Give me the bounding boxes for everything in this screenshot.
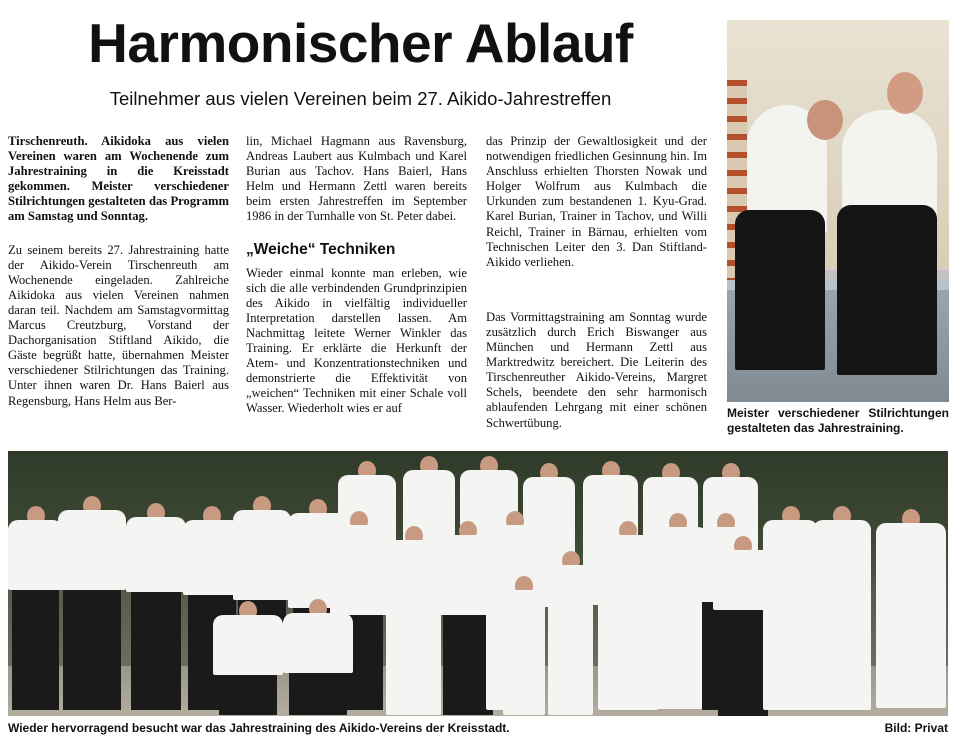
section-heading: „Weiche“ Techniken <box>246 240 396 258</box>
group-person <box>763 506 818 711</box>
group-person <box>58 496 126 711</box>
photo-group <box>8 451 948 716</box>
group-person-child <box>548 551 593 716</box>
group-person <box>813 506 871 711</box>
body-paragraph: Zu seinem bereits 27. Jahrestraining hatte der Aikido-Verein Tirschenreuth am Wochenende eingeladen. Zahlreiche Aikidoka aus vielen Vereinen nahmen daran teil. Nachdem am Samstagvormittag Marcus Creutzburg, Vorstand der Dachorganisation Stiftland Aikido, die Gäste begrüßt hatte, übernahmen Meister verschiedener Stilrichtungen das Training. Unter ihnen waren Dr. Hans Baierl aus Regensburg, Hans Helm aus Ber- <box>8 242 229 408</box>
headline: Harmonischer Ablauf <box>88 12 633 74</box>
group-person-kneeling <box>213 601 283 716</box>
subheadline: Teilnehmer aus vielen Vereinen beim 27. Aikido-Jahrestreffen <box>109 88 612 109</box>
body-paragraph: Das Vormittagstraining am Sonntag wurde zusätzlich durch Erich Biswanger aus München und Hermann Zettl aus Marktredwitz bereichert. Die Leiterin des Tirschenreuther Aikido-Vereins, Margret Schels, beendete den sehr harmonisch ablaufenden Lehrgang mit einer schönen Schwertübung. <box>486 309 707 430</box>
group-person <box>8 506 63 711</box>
group-person <box>876 509 946 709</box>
text-column-3 <box>486 134 707 431</box>
photo-caption-bottom-text: Wieder hervorragend besucht war das Jahrestraining des Aikido-Vereins der Kreisstadt. <box>8 721 510 735</box>
photo-figure-right-head <box>887 72 923 114</box>
lead-paragraph: Tirschenreuth. Aikidoka aus vielen Vereinen waren am Wochenende zum Jahrestraining in die Kreisstadt gekommen. Meister verschiedener Stilrichtungen gestalteten das Programm am Samstag und Sonntag. <box>8 134 229 224</box>
photo-figure-left-head <box>807 100 843 140</box>
group-person <box>126 503 186 711</box>
photo-caption-top: Meister verschiedener Stilrichtungen gestalteten das Jahrestraining. <box>727 406 949 435</box>
body-paragraph: lin, Michael Hagmann aus Ravensburg, Andreas Laubert aus Kulmbach und Karel Burian aus Tachov. Hans Baierl, Hans Helm und Hermann Zettl waren bereits beim ersten Jahrestreffen im September 1986 in der Turnhalle von St. Peter dabei. <box>246 134 467 224</box>
photo-figure-right-hakama <box>837 205 937 375</box>
photo-credit: Bild: Privat <box>884 721 948 735</box>
body-paragraph: Wieder einmal konnte man erleben, wie sich die alle verbindenden Grundprinzipien des Aikido in vielfältig individueller Interpretation darstellen lassen. Am Nachmittag leitete Werner Winkler das Training. Er erklärte die Herkunft der Atem- und Konzentrationstechniken und demonstrierte die Effektivität von „weichen“ Techniken mit einer Schale voll Wasser. Wiederholt wies er auf <box>246 265 467 416</box>
photo-aikido-masters <box>727 20 949 402</box>
photo-figure-left-hakama <box>735 210 825 370</box>
photo-caption-bottom <box>8 720 948 736</box>
text-column-1 <box>8 134 229 409</box>
group-person-child <box>503 576 545 716</box>
group-person <box>386 526 441 716</box>
group-person-kneeling <box>283 599 353 716</box>
text-column-2 <box>246 134 467 417</box>
body-paragraph: das Prinzip der Gewaltlosigkeit und der notwendigen friedlichen Gesinnung hin. Im Anschluss erhielten Thorsten Nowak und Holger Wolfrum aus Kulmbach die Urkunden zum bestandenen 1. Kyu-Grad. Karel Burian, Trainer in Tachov, und Willi Reichl, Trainer in Bärnau, erhielten vom Technischen Leiter den 3. Dan Stiftland-Aikido verliehen. <box>486 134 707 269</box>
